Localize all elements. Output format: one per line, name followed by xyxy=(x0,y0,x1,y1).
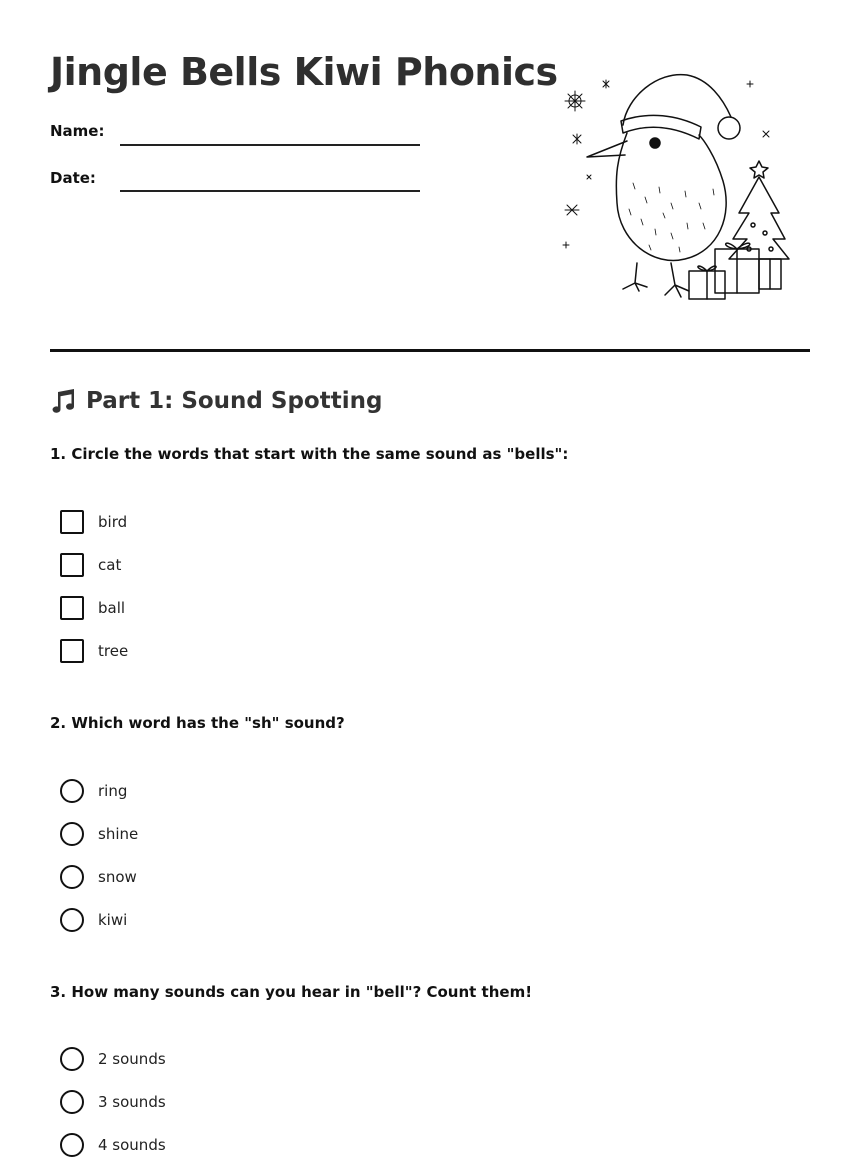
santa-hat-icon xyxy=(621,75,740,139)
option-label: ring xyxy=(98,782,128,800)
option-label: 4 sounds xyxy=(98,1136,166,1154)
section-divider xyxy=(50,349,810,352)
radio-button[interactable] xyxy=(60,1047,84,1071)
option-snow[interactable] xyxy=(60,865,137,889)
name-label: Name: xyxy=(50,122,105,140)
checkbox[interactable] xyxy=(60,596,84,620)
kiwi-bird-icon xyxy=(587,133,726,297)
kiwi-christmas-illustration xyxy=(553,63,793,303)
option-shine[interactable] xyxy=(60,822,138,846)
option-label: bird xyxy=(98,513,128,531)
option-label: ball xyxy=(98,599,126,617)
option-3-sounds[interactable] xyxy=(60,1090,166,1114)
option-label: 3 sounds xyxy=(98,1093,166,1111)
option-label: 2 sounds xyxy=(98,1050,166,1068)
page-title: Jingle Bells Kiwi Phonics xyxy=(50,50,558,94)
option-label: cat xyxy=(98,556,122,574)
option-label: shine xyxy=(98,825,139,843)
option-label: kiwi xyxy=(98,911,128,929)
option-ring[interactable] xyxy=(60,779,127,803)
checkbox[interactable] xyxy=(60,553,84,577)
radio-button[interactable] xyxy=(60,822,84,846)
radio-button[interactable] xyxy=(60,908,84,932)
option-cat[interactable] xyxy=(60,553,121,577)
music-note-icon xyxy=(50,388,76,414)
section-heading xyxy=(50,388,382,414)
question-1: 1. Circle the words that start with the same sound as "bells": xyxy=(50,445,569,463)
option-tree[interactable] xyxy=(60,639,128,663)
option-bird[interactable] xyxy=(60,510,127,534)
radio-button[interactable] xyxy=(60,865,84,889)
option-label: snow xyxy=(98,868,137,886)
option-label: tree xyxy=(98,642,129,660)
option-ball[interactable] xyxy=(60,596,125,620)
radio-button[interactable] xyxy=(60,779,84,803)
checkbox[interactable] xyxy=(60,639,84,663)
radio-button[interactable] xyxy=(60,1133,84,1157)
question-3: 3. How many sounds can you hear in "bell"? Count them! xyxy=(50,983,533,1001)
section-title: Part 1: Sound Spotting xyxy=(86,388,383,414)
date-field[interactable] xyxy=(120,190,420,192)
date-label: Date: xyxy=(50,169,96,187)
name-field[interactable] xyxy=(120,144,420,146)
christmas-tree-icon xyxy=(729,161,789,259)
option-4-sounds[interactable] xyxy=(60,1133,166,1157)
question-2: 2. Which word has the "sh" sound? xyxy=(50,714,345,732)
snowflake-icon xyxy=(565,91,585,111)
radio-button[interactable] xyxy=(60,1090,84,1114)
checkbox[interactable] xyxy=(60,510,84,534)
option-2-sounds[interactable] xyxy=(60,1047,166,1071)
option-kiwi[interactable] xyxy=(60,908,127,932)
